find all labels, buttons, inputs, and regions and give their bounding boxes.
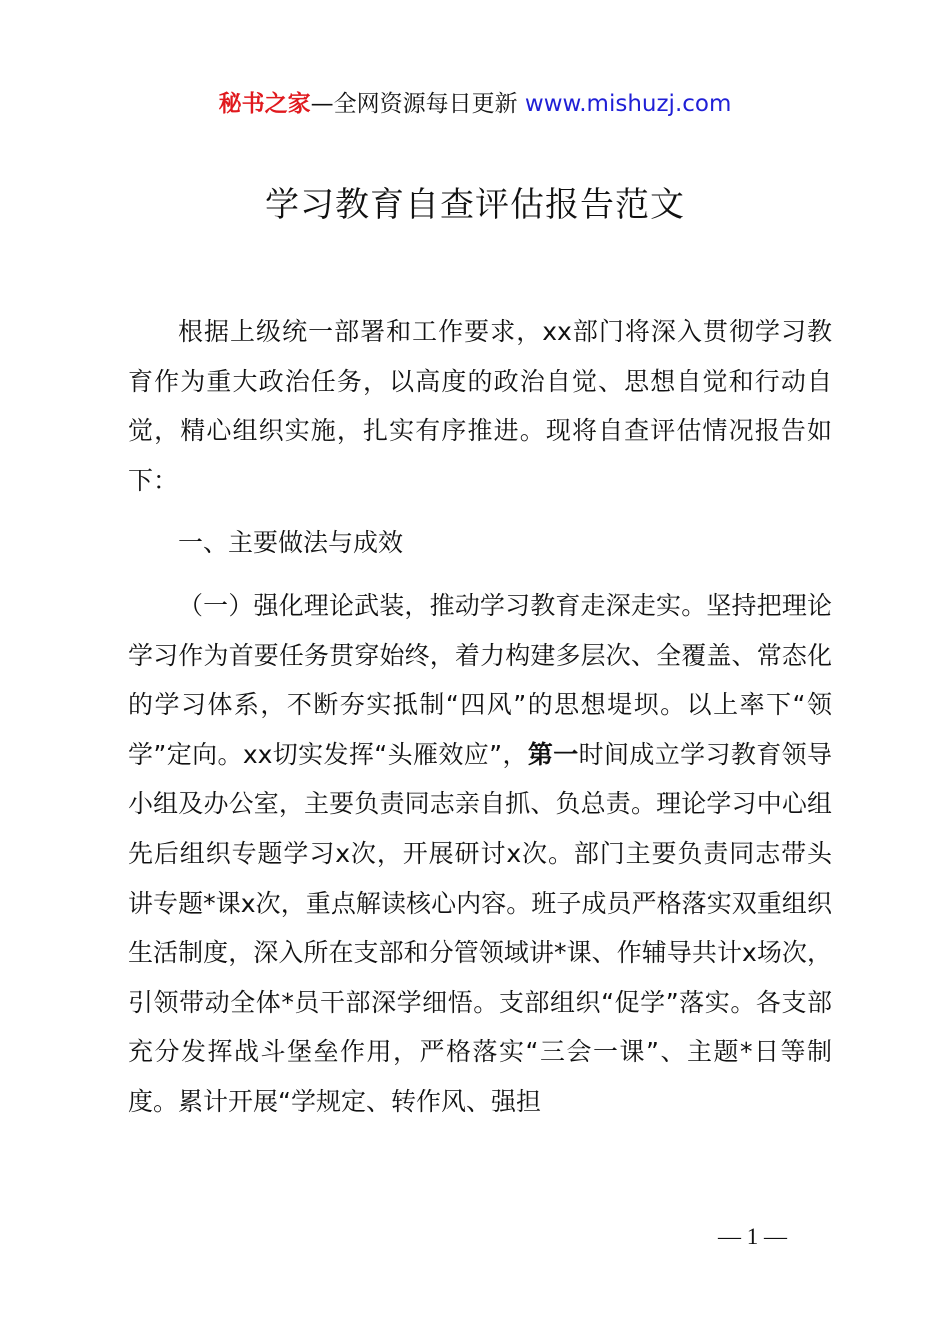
site-tagline: —全网资源每日更新 bbox=[310, 91, 525, 117]
site-header bbox=[0, 86, 950, 122]
paragraph-text-part2: 时间成立学习教育领导小组及办公室，主要负责同志亲自抓、负总责。理论学习中心组先后组织专题学习x次，开展研讨x次。部门主要负责同志带头讲专题*课x次，重点解读核心内容。班子成员严格落实双重组织生活制度，深入所在支部和分管领域讲*课、作辅导共计x场次，引领带动全体*员干部深学细悟。支部组织“促学”落实。各支部充分发挥战斗堡垒作用，严格落实“三会一课”、主题*日等制度。累计开展“学规定、转作风、强担 bbox=[128, 739, 832, 1116]
section-heading: 一、主要做法与成效 bbox=[178, 528, 404, 558]
site-brand: 秘书之家 bbox=[218, 91, 311, 117]
site-url-link[interactable]: www.mishuzj.com bbox=[524, 91, 732, 117]
body-paragraph-1 bbox=[128, 581, 832, 1127]
intro-paragraph: 根据上级统一部署和工作要求，xx部门将深入贯彻学习教育作为重大政治任务，以高度的政治自觉、思想自觉和行动自觉，精心组织实施，扎实有序推进。现将自查评估情况报告如下： bbox=[128, 317, 832, 495]
document-title: 学习教育自查评估报告范文 bbox=[265, 185, 685, 225]
paragraph-text-part1: （一）强化理论武装，推动学习教育走深走实。坚持把理论学习作为首要任务贯穿始终，着力构建多层次、全覆盖、常态化的学习体系，不断夯实抵制“四风”的思想堤坝。以上率下“领学”定向。xx切实发挥“头雁效应”， bbox=[128, 590, 832, 769]
document-body bbox=[128, 307, 832, 1127]
bold-term: 第一 bbox=[527, 739, 579, 769]
page-number: — 1 — bbox=[718, 1224, 787, 1249]
